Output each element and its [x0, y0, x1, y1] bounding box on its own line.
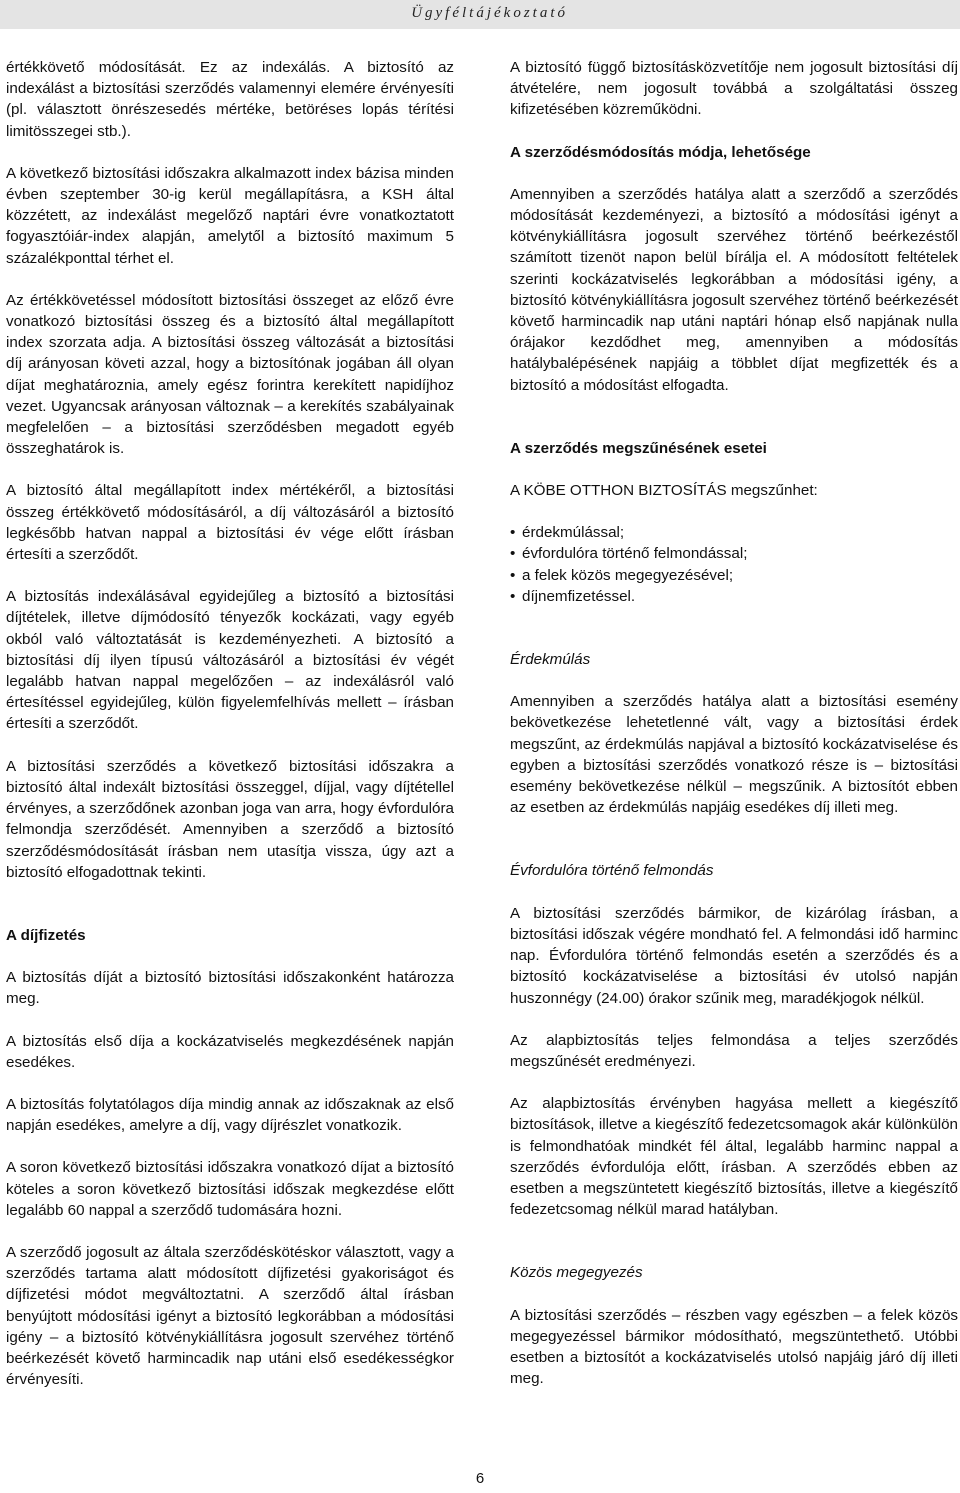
paragraph: A biztosító által megállapított index mértékéről, a biztosítási összeg értékkövető módosításáról, a díj változásáról a biztosító legkésőbb hatvan nappal a biztosítási év vége előtt írásban értesíti a szerződőt. — [6, 482, 454, 564]
section-heading: A szerződés megszűnésének esetei — [510, 439, 767, 457]
paragraph: Amennyiben a szerződés hatálya alatt a biztosítási esemény bekövetkezése lehetetlenné vált, vagy a biztosítási érdek megszűnt, az érdekmúlás napjával a biztosító kockázatviselése és egyben a biztosítási szerződés vonatkozó része is – biztosítási esemény bekövetkezése nélkül – megszűnik. A biztosítót ebben az esetben az érdekmúlás napjáig esedékes díj illeti meg. — [510, 693, 958, 817]
paragraph: A biztosítás indexálásával egyidejűleg a biztosító a biztosítási díjtételek, illetve díjmódosító tényezők kockázati, vagy egyéb okból való változtatását is kezdeményezheti. A biztosító a biztosítási díj ilyen típusú változásáról a biztosítási év végét legalább hatvan nappal megelőzően – az indexálásról való értesítéssel egyidejűleg, külön figyelemfelhívás mellett – írásban értesíti a szerződőt. — [6, 588, 454, 733]
paragraph: A biztosítás első díja a kockázatviselés megkezdésének napján esedékes. — [6, 1032, 454, 1071]
right-column — [510, 57, 958, 1389]
paragraph: Az alapbiztosítás teljes felmondása a teljes szerződés megszűnését eredményezi. — [510, 1031, 958, 1070]
paragraph: Az értékkövetéssel módosított biztosítási összeget az előző évre vonatkozó biztosítási összeg és a biztosító által megállapított index szorzata adja. A biztosítási összeg változását a biztosítási díj arányosan követi azzal, hogy a biztosítónak jogában áll olyan díjat meghatároznia, amely egész forintra kerekített napidíjhoz vezet. Ugyancsak arányosan változnak – a kerekítés szabályainak megfelelően – a biztosítási szerződésben megadott egyéb összeghatárok is. — [6, 291, 454, 458]
list-item: • évfordulóra történő felmondással; — [510, 543, 958, 564]
paragraph: Amennyiben a szerződés hatálya alatt a szerződő a szerződés módosítását kezdeményezi, a biztosító a módosítási igényt a kötvénykiállításra jogosult szervéhez történő beérkezéstől számított tizenöt napon belül bírálja el. A módosított feltételek szerinti kockázatviselés legkorábban a módosítási igény, a biztosító kötvénykiállításra jogosult szervéhez történő beérkezését követő harmincadik nap utáni naptári hónap első napjának nulla órájakor kezdődhet meg, amennyiben a módosítás hatálybalépésének napjáig a többlet díjat megfizették és a biztosító a módosítást elfogadta. — [510, 185, 958, 394]
paragraph: értékkövető módosítását. Ez az indexálás. A biztosító az indexálást a biztosítási szerződés valamennyi elemére érvényesíti (pl. választott önrészesedés mértéke, betöréses lopás térítési limitösszegei stb.). — [6, 59, 454, 140]
paragraph: A biztosító függő biztosításközvetítője nem jogosult biztosítási díj átvételére, nem jogosult továbbá a szolgáltatási összeg kifizetésében közreműködni. — [510, 59, 958, 119]
paragraph: A biztosítás díját a biztosító biztosítási időszakonként határozza meg. — [6, 969, 454, 1008]
paragraph: A biztosítási szerződés – részben vagy egészben – a felek közös megegyezéssel bármikor módosítható, megszüntethető. Utóbbi esetben a biztosítót a kockázatviselés utolsó napjáig járó díj illeti meg. — [510, 1306, 958, 1388]
list-item: • érdekmúlással; — [510, 522, 958, 543]
paragraph: A KÖBE OTTHON BIZTOSÍTÁS megszűnhet: — [510, 482, 818, 500]
section-heading: A szerződésmódosítás módja, lehetősége — [510, 143, 811, 161]
paragraph: Az alapbiztosítás érvényben hagyása mellett a kiegészítő biztosítások, illetve a kiegészítő fedezetcsomagok akár különkülön is felmondhatóak mindkét fél által, legalább harminc nappal a szerződés évfordulója előtt, írásban. A szerződés ebben az esetben a megszüntetett kiegészítő biztosítás, illetve a kiegészítő fedezetcsomag nélkül marad hatályban. — [510, 1095, 958, 1219]
paragraph: A biztosítási szerződés a következő biztosítási időszakra a biztosító által indexált biztosítási összeggel, díjjal, vagy díjtétellel érvényes, a szerződőnek azonban joga van arra, hogy évfordulóra felmondja szerződését. Amennyiben a szerződő a biztosító szerződésmódosítását írásban nem utasítja vissza, úgy azt a biztosító elfogadottnak tekinti. — [6, 757, 454, 881]
list-item: • a felek közös megegyezésével; — [510, 565, 958, 586]
page-number: 6 — [475, 1470, 485, 1487]
section-heading: A díjfizetés — [6, 926, 86, 944]
subsection-heading: Érdekmúlás — [510, 651, 591, 669]
termination-list — [510, 522, 958, 607]
subsection-heading: Évfordulóra történő felmondás — [510, 862, 714, 880]
paragraph: A biztosítási szerződés bármikor, de kizárólag írásban, a biztosítási időszak végére mondható fel. A felmondási idő harminc nap. Évfordulóra történő felmondás esetén a szerződés és a biztosító kockázatviselése a biztosítási év utolsó napján huszonnégy (24.00) órakor szűnik meg, maradékjogok nélkül. — [510, 904, 958, 1007]
paragraph: A biztosítás folytatólagos díja mindig annak az időszaknak az első napján esedékes, amelyre a díj, vagy díjrészlet vonatkozik. — [6, 1095, 454, 1135]
paragraph: A szerződő jogosult az általa szerződéskötéskor választott, vagy a szerződés tartama alatt módosított díjfizetési gyakoriságot és díjfizetési módot megváltoztatni. A szerződő által írásban benyújtott módosítási igényt a biztosító legkorábban a módosítási igény – a biztosító kötvénykiállításra jogosult szervéhez történő beérkezését követő harmincadik nap utáni első esedékességkor érvényesíti. — [6, 1243, 454, 1389]
document-header-title: Ügyféltájékoztató — [411, 5, 568, 21]
paragraph: A soron következő biztosítási időszakra vonatkozó díjat a biztosító köteles a soron következő biztosítási időszak megkezdése előtt legalább 60 nappal a szerződő tudomására hozni. — [6, 1159, 454, 1219]
left-column — [6, 57, 454, 1390]
list-item: • díjnemfizetéssel. — [510, 586, 958, 607]
subsection-heading: Közös megegyezés — [510, 1264, 643, 1282]
paragraph: A következő biztosítási időszakra alkalmazott index bázisa minden évben szeptember 30-ig kerül megállapításra, a KSH által közzétett, az indexálást megelőző naptári évre vonatkoztatott fogyasztóiár-index alapján, amelytől a biztosító maximum 5 százalékponttal térhet el. — [6, 164, 454, 267]
